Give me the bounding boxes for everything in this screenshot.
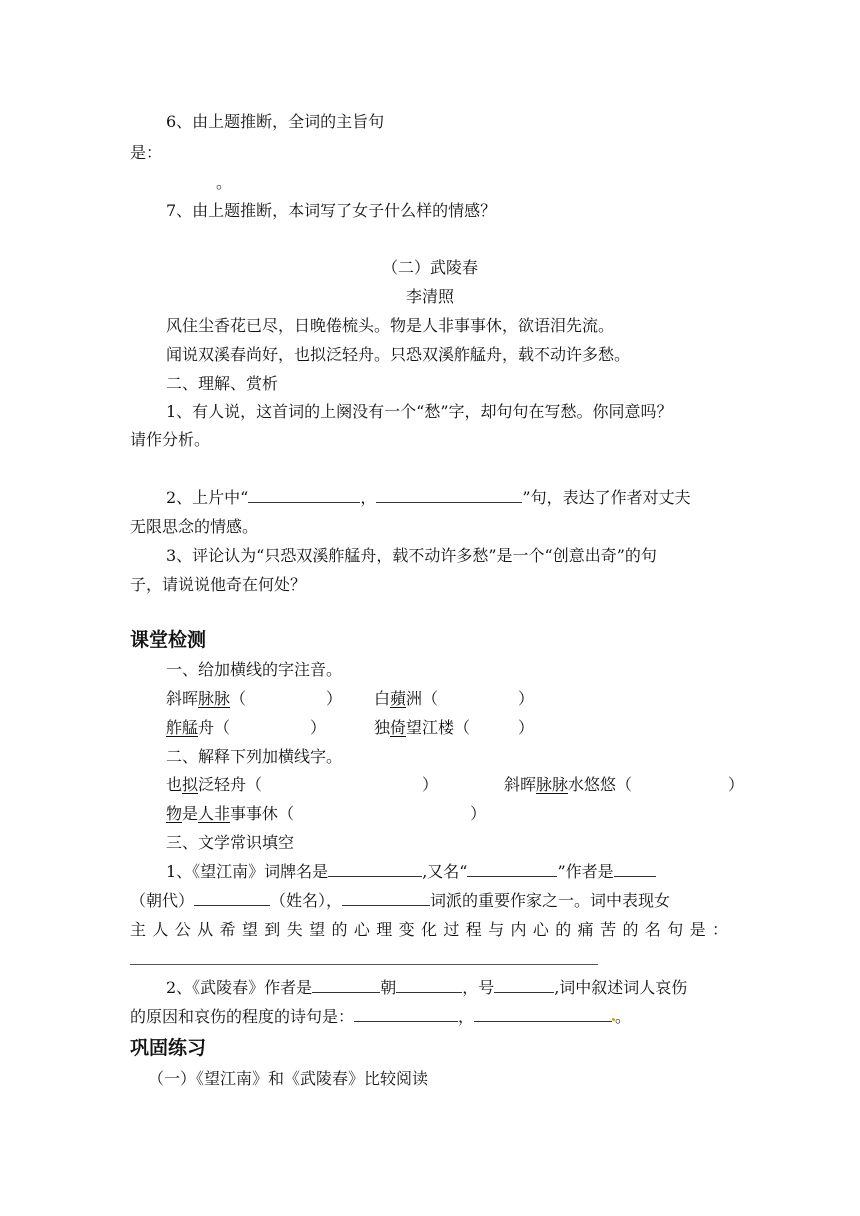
p1-d-pre: 独 [374,718,391,737]
p2-b-post: 水悠悠 [568,775,617,794]
poem-line1: 风住尘香花已尽，日晚倦梳头。物是人非事事休，欲语泪先流。 [166,316,615,335]
p2-a-post: 泛轻舟 [198,775,247,794]
f2-line1 [166,978,687,998]
section2-heading: 二、理解、赏析 [166,374,279,393]
p1-c-post: 舟 [198,718,215,737]
p2-b-answer-paren[interactable]: （ ） [616,775,745,794]
f1-text-a: 1、《望江南》词牌名是 [166,862,329,881]
ketang-heading: 课堂检测 [130,629,207,651]
p2-b-underlined: 脉脉 [536,775,569,794]
f2-text-c: ，号 [462,978,495,997]
q6-line2: 是： [130,143,163,162]
p2-c-underlined-1: 物 [166,804,183,823]
gonggu-heading: 巩固练习 [130,1037,207,1059]
p2-item-a [166,775,438,795]
q2-blank-1[interactable] [248,488,360,503]
p2-a-pre: 也 [166,775,183,794]
f1-text-f: 词派的重要作家之一。词中表现女 [430,891,671,910]
p1-item-b [374,689,534,709]
p2-c-answer-paren[interactable]: （ ） [278,804,487,823]
p1-a-underlined: 脉脉 [198,689,231,708]
f2-text-f: ， [458,1007,475,1026]
p1-d-post: 望江楼 [406,718,455,737]
f2-blank-line-2[interactable] [474,1007,612,1022]
p2-b-pre: 斜晖 [504,775,537,794]
f2-text-b: 朝 [380,978,397,997]
q6-line3: 。 [216,173,233,192]
f2-blank-line-1[interactable] [354,1007,458,1022]
f1-line1 [166,862,656,882]
p2-a-underlined: 拟 [182,775,199,794]
q2-text-mid: ， [360,488,377,507]
f1-blank-dynasty[interactable] [614,862,656,877]
f2-blank-dynasty[interactable] [312,978,380,993]
q7: 7、由上题推断，本词写了女子什么样的情感？ [166,201,497,220]
poem-title: （二）武陵春 [381,258,478,277]
s2-q1-line1: 1、有人说，这首词的上阕没有一个“愁”字，却句句在写愁。你同意吗？ [166,402,673,421]
poem-line2: 闻说双溪春尚好，也拟泛轻舟。只恐双溪舴艋舟，载不动许多愁。 [166,345,631,364]
p1-a-answer-paren[interactable]: （ ） [230,689,343,708]
p1-d-underlined: 倚 [390,718,407,737]
p2-item-b [504,775,744,795]
p2-c-mid: 是 [182,804,199,823]
f1-text-e: （姓名）， [270,891,343,910]
f1-text-b: ,又名“ [422,862,468,881]
s2-q3-line2: 子，请说说他奇在何处？ [130,575,307,594]
f1-text-c: ”作者是 [557,862,614,881]
f2-text-a: 2、《武陵春》作者是 [166,978,313,997]
p1-c-answer-paren[interactable]: （ ） [214,718,327,737]
f2-blank-hao-1[interactable] [396,978,462,993]
f1-blank-alias[interactable] [467,862,557,877]
p2-c-underlined-2: 人非 [198,804,231,823]
p1-b-underlined: 蘋 [390,689,407,708]
f2-text-d: ,词中叙述词人哀伤 [554,978,688,997]
poem-author: 李清照 [405,287,454,306]
p1-d-answer-paren[interactable]: （ ） [454,718,535,737]
f2-blank-hao-2[interactable] [494,978,554,993]
f1-line2 [130,891,670,911]
p2-c-post: 事事休 [230,804,279,823]
p1-b-answer-paren[interactable]: （ ） [422,689,535,708]
f2-line2 [130,1007,631,1027]
f1-blank-school[interactable] [342,891,430,906]
gonggu-item1: （一）《望江南》和《武陵春》比较阅读 [148,1069,429,1088]
part1-heading: 一、给加横线的字注音。 [166,660,343,679]
f2-text-g: 。 [615,1007,632,1026]
f1-text-d: （朝代） [130,891,195,910]
q2-text-pre: 2、上片中“ [166,488,249,507]
part2-heading: 二、解释下列加横线字。 [166,747,343,766]
s2-q3-line1: 3、评论认为“只恐双溪舴艋舟，载不动许多愁”是一个“创意出奇”的句 [166,546,657,565]
p1-c-underlined: 舴艋 [166,718,199,737]
q2-blank-2[interactable] [376,488,522,503]
s2-q2-line1 [166,488,691,508]
p1-b-post: 洲 [406,689,423,708]
f1-blank-cipai[interactable] [328,862,422,877]
f2-text-e: 的原因和哀伤的程度的诗句是： [130,1007,355,1026]
p1-item-d [374,718,534,738]
q2-text-post: ”句，表达了作者对丈夫 [522,488,691,507]
f1-answer-line[interactable] [130,964,598,965]
p1-a-pre: 斜晖 [166,689,199,708]
s2-q1-line2: 请作分析。 [130,430,211,449]
p1-item-a [166,689,342,709]
q6-line1: 6、由上题推断，全词的主旨句 [166,112,385,131]
p1-item-c [166,718,326,738]
s2-q2-line2: 无限思念的情感。 [130,517,259,536]
part3-heading: 三、文学常识填空 [166,833,295,852]
p2-item-c [166,804,486,824]
f1-line3: 主人公从希望到失望的心理变化过程与内心的痛苦的名句是： [130,920,728,939]
p2-a-answer-paren[interactable]: （ ） [246,775,439,794]
p1-b-pre: 白 [374,689,391,708]
f1-blank-name[interactable] [194,891,270,906]
